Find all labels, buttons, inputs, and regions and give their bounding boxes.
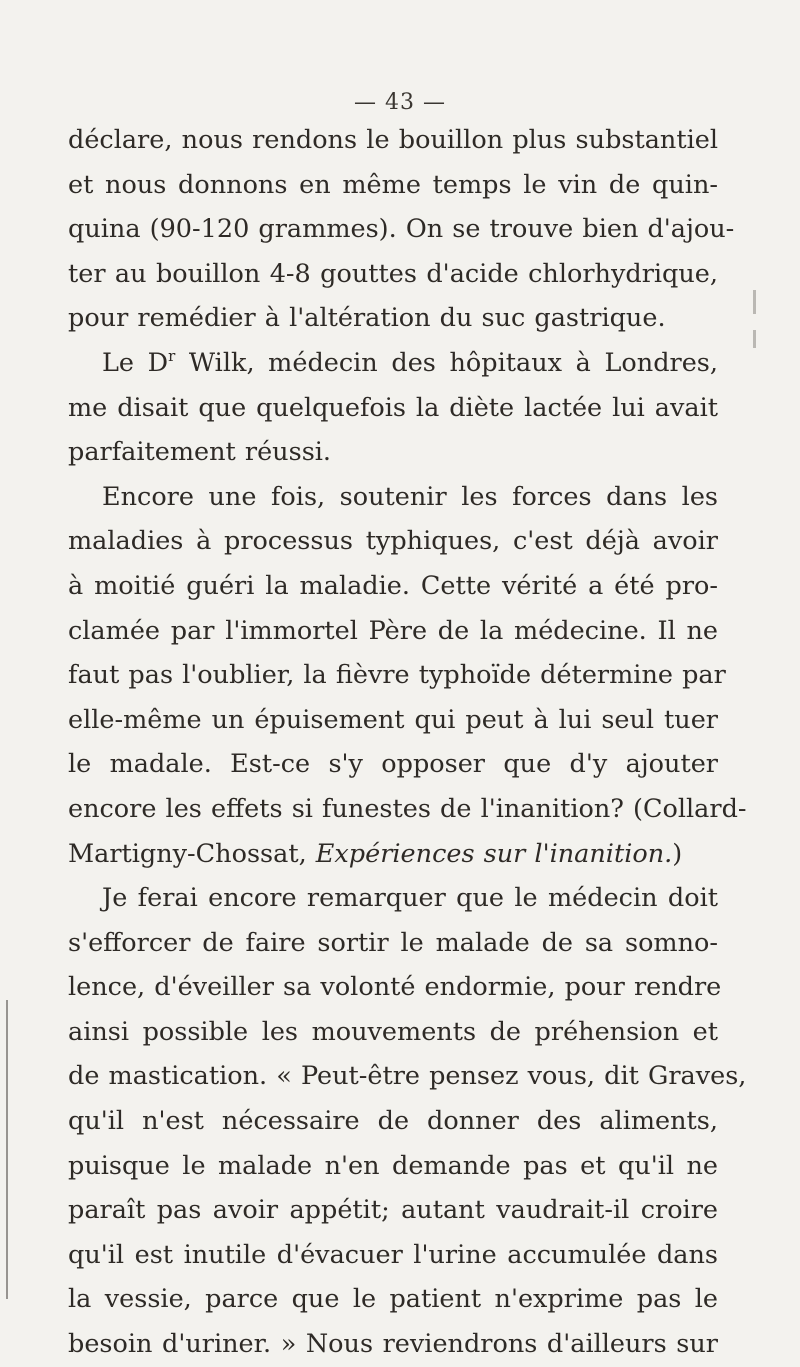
text-line: ter au bouillon 4-8 gouttes d'acide chlorhydrique, xyxy=(68,258,718,289)
text-fragment: Martigny-Chossat, xyxy=(68,838,316,869)
text-line: clamée par l'immortel Père de la médecine. Il ne xyxy=(68,615,718,646)
text-line: puisque le malade n'en demande pas et qu'il ne xyxy=(68,1150,718,1181)
binding-edge-line xyxy=(6,1000,8,1299)
text-fragment: Wilk, médecin des hôpitaux à Londres, xyxy=(175,347,718,378)
text-fragment: ) xyxy=(672,838,683,869)
page-edge-mark xyxy=(753,330,756,348)
text-line: me disait que quelquefois la diète lactée lui avait xyxy=(68,392,718,423)
body-text xyxy=(68,118,747,1367)
text-line: déclare, nous rendons le bouillon plus substantiel xyxy=(68,125,718,155)
text-line: faut pas l'oublier, la fièvre typhoïde détermine par xyxy=(68,660,726,691)
text-line: s'efforcer de faire sortir le malade de sa somno- xyxy=(68,927,718,958)
text-line: quina (90-120 grammes). On se trouve bien d'ajou- xyxy=(68,214,735,245)
text-line: qu'il n'est nécessaire de donner des aliments, xyxy=(68,1106,718,1137)
text-line: de mastication. « Peut-être pensez vous, dit Graves, xyxy=(68,1061,747,1092)
text-line: et nous donnons en même temps le vin de quin- xyxy=(68,169,718,200)
text-fragment: Le D xyxy=(102,347,169,378)
text-line: la vessie, parce que le patient n'exprime pas le xyxy=(68,1284,718,1315)
text-line: qu'il est inutile d'évacuer l'urine accumulée dans xyxy=(68,1239,718,1270)
page-edge-mark xyxy=(753,290,756,314)
text-line: elle-même un épuisement qui peut à lui seul tuer xyxy=(68,704,718,735)
text-line: le madale. Est-ce s'y opposer que d'y ajouter xyxy=(68,749,718,780)
text-line: parfaitement réussi. xyxy=(68,437,332,468)
text-line: à moitié guéri la maladie. Cette vérité a été pro- xyxy=(68,570,718,601)
page-number: — 43 — xyxy=(354,90,446,115)
text-line: encore les effets si funestes de l'inanition? (Collard- xyxy=(68,793,747,824)
text-line: besoin d'uriner. » Nous reviendrons d'ailleurs sur xyxy=(68,1329,718,1360)
text-line-dr-wilk xyxy=(68,341,718,386)
text-line: maladies à processus typhiques, c'est déjà avoir xyxy=(68,526,718,557)
text-line: Je ferai encore remarquer que le médecin doit xyxy=(102,883,718,914)
text-line: ainsi possible les mouvements de préhension et xyxy=(68,1016,718,1047)
text-line: lence, d'éveiller sa volonté endormie, pour rendre xyxy=(68,972,722,1003)
italic-title: Expériences sur l'inanition. xyxy=(315,838,673,869)
text-line: Encore une fois, soutenir les forces dans les xyxy=(102,481,718,512)
text-line-citation xyxy=(68,832,718,877)
text-line: paraît pas avoir appétit; autant vaudrait-il croire xyxy=(68,1195,718,1226)
text-line: pour remédier à l'altération du suc gastrique. xyxy=(68,303,666,334)
superscript: r xyxy=(168,346,176,365)
